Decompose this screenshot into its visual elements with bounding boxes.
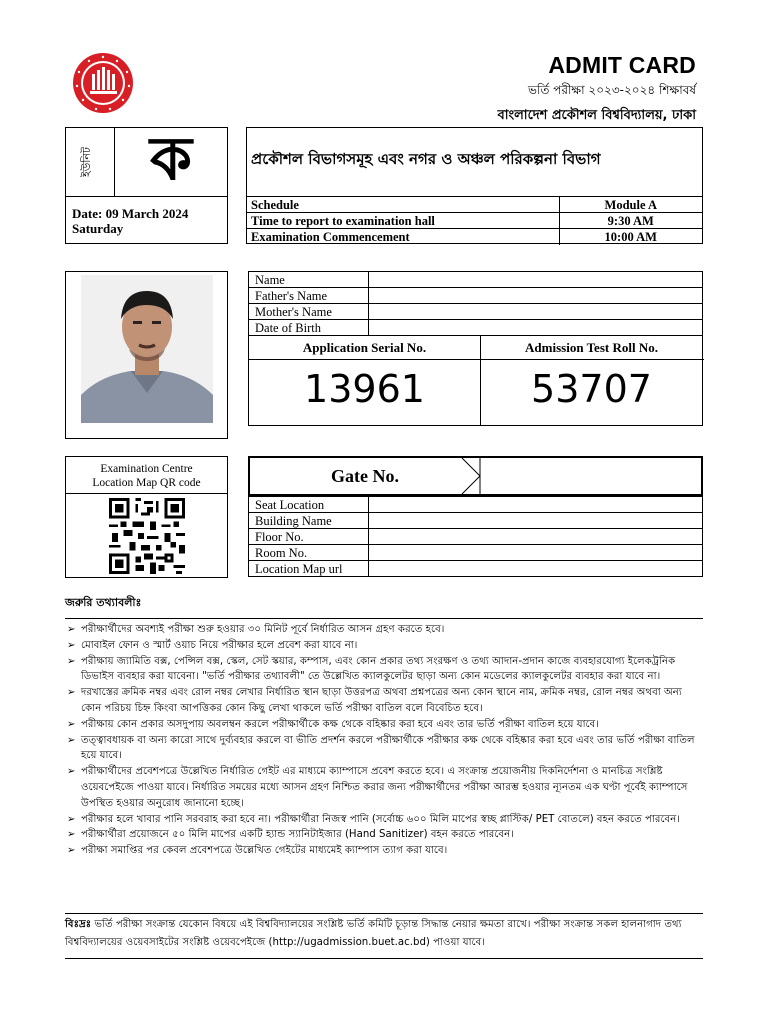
list-item: ➢ পরীক্ষার্থীদের অবশ্যই পরীক্ষা শুরু হওয়ার ৩০ মিনিট পূর্বে নির্ধারিত আসন গ্রহণ করতে হবে। — [65, 622, 705, 638]
location-map-value — [369, 561, 703, 577]
commencement-value: 10:00 AM — [559, 229, 702, 245]
qr-caption: Location Map QR code — [66, 477, 227, 494]
admit-card-title: ADMIT CARD — [548, 52, 696, 78]
arrow-bullet-icon: ➢ — [67, 829, 76, 841]
table-row — [249, 272, 703, 288]
instructions-list — [65, 622, 705, 859]
arrow-icon — [450, 458, 490, 494]
schedule-label: Schedule — [247, 197, 559, 213]
roll-label: Admission Test Roll No. — [525, 340, 658, 355]
report-time-value: 9:30 AM — [559, 213, 702, 229]
divider — [65, 958, 703, 959]
serial-roll-box — [248, 335, 703, 426]
floor-label: Floor No. — [249, 529, 369, 545]
serial-label: Application Serial No. — [302, 340, 427, 355]
table-row — [247, 197, 702, 213]
list-item: ➢ পরীক্ষার্থীদের প্রবেশপত্রে উল্লেখিত নির্ধারিত গেইট এর মাধ্যমে ক্যাম্পাসে প্রবেশ করতে হবে। এ সংক্রান্ত প্রয়োজনীয় দিকনির্দেশনা ও মানচিত্র সংশ্লিষ্ট ওয়েবপেইজে পাওয়া যাবে। নির্ধারিত সময়ের মধ্যে আসন গ্রহণ নিশ্চিত করার জন্য পরীক্ষার্থীদের পরীক্ষা আরম্ভ হওয়ার ন্যূনতম এক ঘণ্টা পূর্বেই ক্যাম্পাসে উপস্থিত হওয়ার অনুরোধ জানানো হচ্ছে। — [67, 766, 688, 809]
qr-code-icon — [108, 498, 186, 574]
department-name: প্রকৌশল বিভাগসমূহ এবং নগর ও অঞ্চল পরিকল্পনা বিভাগ — [251, 150, 601, 168]
dob-label: Date of Birth — [249, 320, 369, 336]
note-label: বিঃদ্রঃ — [65, 919, 92, 930]
exam-day: Saturday — [72, 221, 124, 236]
arrow-bullet-icon: ➢ — [67, 718, 76, 730]
table-row — [249, 545, 703, 561]
list-item: ➢ পরীক্ষায় জ্যামিতি বক্স, পেন্সিল বক্স, স্কেল, সেট স্কয়ার, কম্পাস, এবং কোন প্রকার তথ্য সংরক্ষণ ও তথ্য আদান-প্রদান কাজে ব্যবহারযোগ্য ইলেকট্রনিক ডিভাইস ব্যবহার করা যাবেনা। "ভর্তি পরীক্ষার তথ্যাবলী" তে উল্লেখিত ক্যালকুলেটর ছাড়া অন্য কোন মডেলের ক্যালকুলেটর ব্যবহার করা যাবে না। — [67, 655, 676, 683]
unit-date-box — [65, 124, 228, 244]
roll-number: 53707 — [531, 367, 652, 411]
seat-info-table — [248, 496, 703, 577]
candidate-info-table — [248, 271, 703, 336]
mother-name-label: Mother's Name — [249, 304, 369, 320]
name-label: Name — [249, 272, 369, 288]
table-row — [249, 288, 703, 304]
arrow-bullet-icon: ➢ — [67, 687, 76, 699]
building-name-label: Building Name — [249, 513, 369, 529]
divider — [65, 913, 703, 914]
table-row — [249, 304, 703, 320]
table-row — [249, 320, 703, 336]
photo-box — [65, 271, 228, 439]
table-row — [247, 213, 702, 229]
list-item: ➢ তত্ত্বাবধায়ক বা অন্য কারো সাথে দুর্ব্যবহার করলে বা ভীতি প্রদর্শন করলে পরীক্ষার্থীকে পরীক্ষার কক্ষ থেকে বহিষ্কার করা হবে এবং তার ভর্তি পরীক্ষা বাতিল হয়ে যাবে। — [67, 734, 695, 762]
table-row — [249, 561, 703, 577]
candidate-photo — [81, 275, 213, 423]
note — [65, 916, 705, 952]
arrow-bullet-icon: ➢ — [67, 845, 76, 857]
table-row — [249, 513, 703, 529]
seat-location-label: Seat Location — [249, 497, 369, 513]
gate-box — [248, 456, 703, 496]
unit-value: ক — [150, 124, 192, 194]
arrow-bullet-icon: ➢ — [67, 655, 76, 667]
schedule-table — [247, 196, 702, 245]
exam-date: Date: 09 March 2024 — [72, 206, 189, 221]
father-name-value — [369, 288, 703, 304]
room-label: Room No. — [249, 545, 369, 561]
instructions-heading: জরুরি তথ্যাবলীঃ — [65, 596, 142, 609]
dob-value — [369, 320, 703, 336]
report-time-label: Time to report to examination hall — [247, 213, 559, 229]
qr-caption: Examination Centre — [100, 463, 193, 475]
note-text: ভর্তি পরীক্ষা সংক্রান্ত যেকোন বিষয়ে এই বিশ্ববিদ্যালয়ের সংশ্লিষ্ট ভর্তি কমিটি চূড়ান্ত সিদ্ধান্ত নেয়ার ক্ষমতা রাখে। পরীক্ষা সংক্রান্ত সকল হালনাগাদ তথ্য বিশ্ববিদ্যালয়ের ওয়েবসাইটের সংশ্লিষ্ট ওয়েবপেইজে (http://ugadmission.buet.ac.bd) পাওয়া যাবে। — [65, 919, 682, 948]
academic-session: ভর্তি পরীক্ষা ২০২৩-২০২৪ শিক্ষাবর্ষ — [528, 83, 696, 97]
name-value — [369, 272, 703, 288]
list-item: ➢ পরীক্ষা সমাপ্তির পর কেবল প্রবেশপত্রে উল্লেখিত গেইটের মাধ্যমেই ক্যাম্পাস ত্যাগ করা যাবে। — [65, 843, 705, 859]
table-row — [247, 229, 702, 245]
table-row — [249, 497, 703, 513]
university-name: বাংলাদেশ প্রকৌশল বিশ্ববিদ্যালয়, ঢাকা — [497, 108, 696, 123]
schedule-value: Module A — [559, 197, 702, 213]
father-name-label: Father's Name — [249, 288, 369, 304]
university-seal-icon — [70, 52, 136, 114]
table-row — [249, 529, 703, 545]
list-item: ➢ মোবাইল ফোন ও স্মার্ট ওয়াচ নিয়ে পরীক্ষার হলে প্রবেশ করা যাবে না। — [65, 638, 705, 654]
list-item: ➢ পরীক্ষার্থীরা প্রয়োজনে ৫০ মিলি মাপের একটি হ্যান্ড স্যানিটাইজার (Hand Sanitizer) বহন করতে পারবেন। — [65, 827, 705, 843]
serial-number: 13961 — [304, 367, 425, 411]
divider — [65, 618, 703, 619]
list-item: ➢ পরীক্ষায় কোন প্রকার অসদুপায় অবলম্বন করলে পরীক্ষার্থীকে কক্ষ থেকে বহিষ্কার করা হবে এবং তার ভর্তি পরীক্ষা বাতিল হয়ে যাবে। — [65, 717, 705, 733]
qr-code-box — [65, 456, 228, 578]
arrow-bullet-icon: ➢ — [67, 766, 76, 778]
arrow-bullet-icon: ➢ — [67, 624, 76, 635]
commencement-label: Examination Commencement — [247, 229, 559, 245]
department-schedule-box — [246, 127, 703, 244]
list-item: ➢ দরখাস্তের ক্রমিক নম্বর এবং রোল নম্বর লেখার নির্ধারিত স্থান ছাড়া উত্তরপত্র অথবা প্রশ্নপত্রের অন্য কোন স্থানে নাম, ক্রমিক নম্বর, রোল নম্বর অথবা অন্য কোন পরিচয় চিহ্ন কিংবা আপত্তিকর কোন কিছু লেখা থাকলে ভর্তি পরীক্ষা বাতিল বলে বিবেচিত হবে। — [67, 687, 682, 714]
divider — [249, 359, 704, 360]
arrow-bullet-icon: ➢ — [67, 813, 76, 825]
seat-location-value — [369, 497, 703, 513]
gate-label: Gate No. — [331, 466, 399, 486]
arrow-bullet-icon: ➢ — [67, 639, 76, 651]
unit-label: ইউনিট — [80, 147, 93, 177]
room-value — [369, 545, 703, 561]
mother-name-value — [369, 304, 703, 320]
unit-divider — [114, 128, 115, 196]
unit-cell — [66, 124, 227, 197]
list-item: ➢ পরীক্ষার হলে খাবার পানি সরবরাহ করা হবে না। পরীক্ষার্থীরা নিজস্ব পানি (সর্বোচ্চ ৬০০ মিলি মাপের স্বচ্ছ প্লাস্টিক/ PET বোতলে) বহন করতে পারবেন। — [65, 812, 705, 828]
arrow-bullet-icon: ➢ — [67, 734, 76, 746]
building-name-value — [369, 513, 703, 529]
location-map-label: Location Map url — [249, 561, 369, 577]
floor-value — [369, 529, 703, 545]
